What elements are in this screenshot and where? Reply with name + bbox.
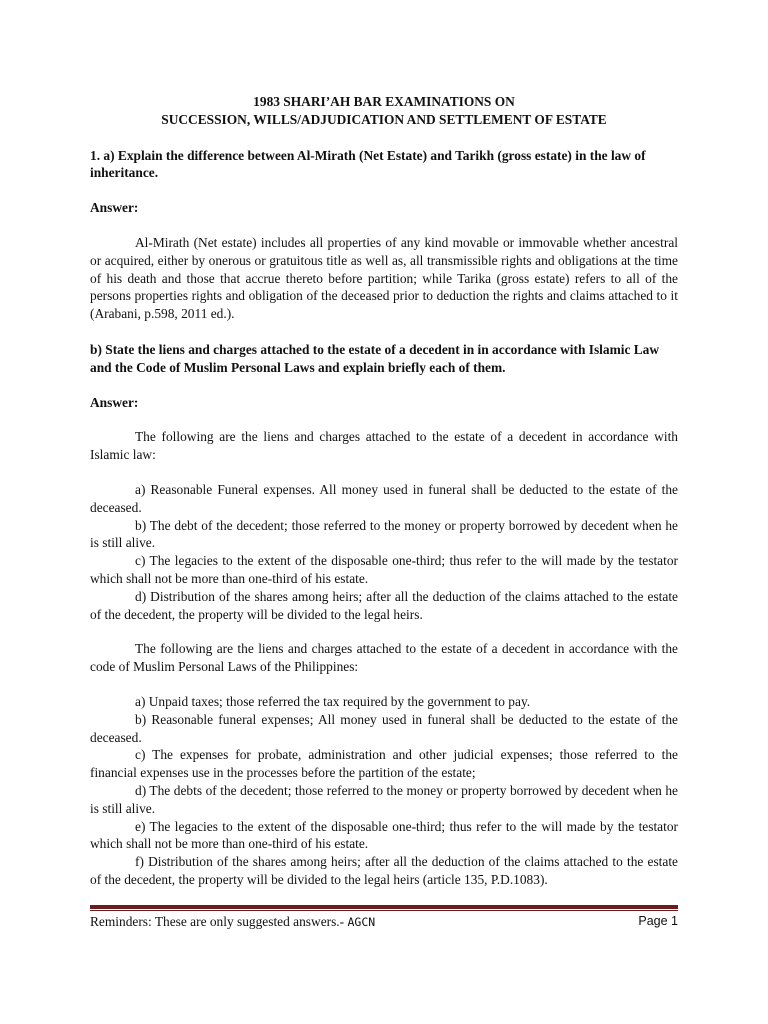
answer-label-1b: Answer: bbox=[90, 394, 139, 410]
code-muslim-personal-laws-list bbox=[90, 693, 678, 889]
islamic-law-list bbox=[90, 481, 678, 623]
page-footer bbox=[90, 913, 678, 931]
list-item: d) Distribution of the shares among heirs; after all the deduction of the claims attached to the estate of the decedent, the property will be divided to the legal heirs. bbox=[90, 588, 678, 622]
list-item: d) The debts of the decedent; those referred to the money or property borrowed by decedent when he is still alive. bbox=[90, 782, 678, 816]
footer-reminder-text: Reminders: These are only suggested answers.- bbox=[90, 914, 345, 929]
list-item: f) Distribution of the shares among heirs; after all the deduction of the claims attached to the estate of the decedent, the property will be divided to the legal heirs (article 135, P.D.1083). bbox=[90, 854, 678, 887]
footer-divider-thin bbox=[90, 910, 678, 911]
list-item: a) Reasonable Funeral expenses. All money used in funeral shall be deducted to the estate of the deceased. bbox=[90, 481, 678, 515]
page-number: Page 1 bbox=[638, 914, 678, 928]
list-item: c) The expenses for probate, administration and other judicial expenses; those referred to the financial expenses use in the processes before the partition of the estate; bbox=[90, 747, 678, 781]
list-item: a) Unpaid taxes; those referred the tax required by the government to pay. bbox=[135, 693, 531, 709]
list-item: b) Reasonable funeral expenses; All money used in funeral shall be deducted to the estate of the deceased. bbox=[90, 711, 678, 745]
intro-islamic-law: The following are the liens and charges attached to the estate of a decedent in accordance with Islamic law: bbox=[90, 429, 678, 463]
document-title-line-2: SUCCESSION, WILLS/ADJUDICATION AND SETTLEMENT OF ESTATE bbox=[161, 111, 607, 127]
question-1a: 1. a) Explain the difference between Al-Mirath (Net Estate) and Tarikh (gross estate) in the law of inheritance. bbox=[90, 147, 646, 181]
document-title-line-1: 1983 SHARI’AH BAR EXAMINATIONS ON bbox=[253, 94, 515, 109]
list-item: b) The debt of the decedent; those referred to the money or property borrowed by decedent when he is still alive. bbox=[90, 517, 678, 551]
footer-reminder bbox=[90, 913, 375, 931]
question-1b: b) State the liens and charges attached to the estate of a decedent in in accordance with Islamic Law and the Code of Muslim Personal Laws and explain briefly each of them. bbox=[90, 341, 660, 375]
answer-label-1a: Answer: bbox=[90, 200, 139, 216]
document-body bbox=[90, 93, 678, 889]
footer-divider bbox=[90, 905, 678, 909]
intro-code-muslim-personal-laws: The following are the liens and charges attached to the estate of a decedent in accordance with the code of Muslim Personal Laws of the Philippines: bbox=[90, 641, 678, 675]
list-item: e) The legacies to the extent of the disposable one-third; thus refer to the will made by the testator which shall not be more than one-third of his estate. bbox=[90, 818, 678, 852]
list-item: c) The legacies to the extent of the disposable one-third; thus refer to the will made by the testator which shall not be more than one-third of his estate. bbox=[90, 553, 678, 586]
footer-initials: AGCN bbox=[347, 915, 376, 929]
answer-text-1a: Al-Mirath (Net estate) includes all properties of any kind movable or immovable whether ancestral or acquired, either by onerous or gratuitous title as well as, all transmissible rights and obligations at the time of his death and those that accrue thereto before partition; while Tarika (gross estate) refers to all of the persons properties rights and obligation of the deceased prior to deduction the rights and claims attached to it (Arabani, p.598, 2011 ed.). bbox=[90, 234, 678, 322]
